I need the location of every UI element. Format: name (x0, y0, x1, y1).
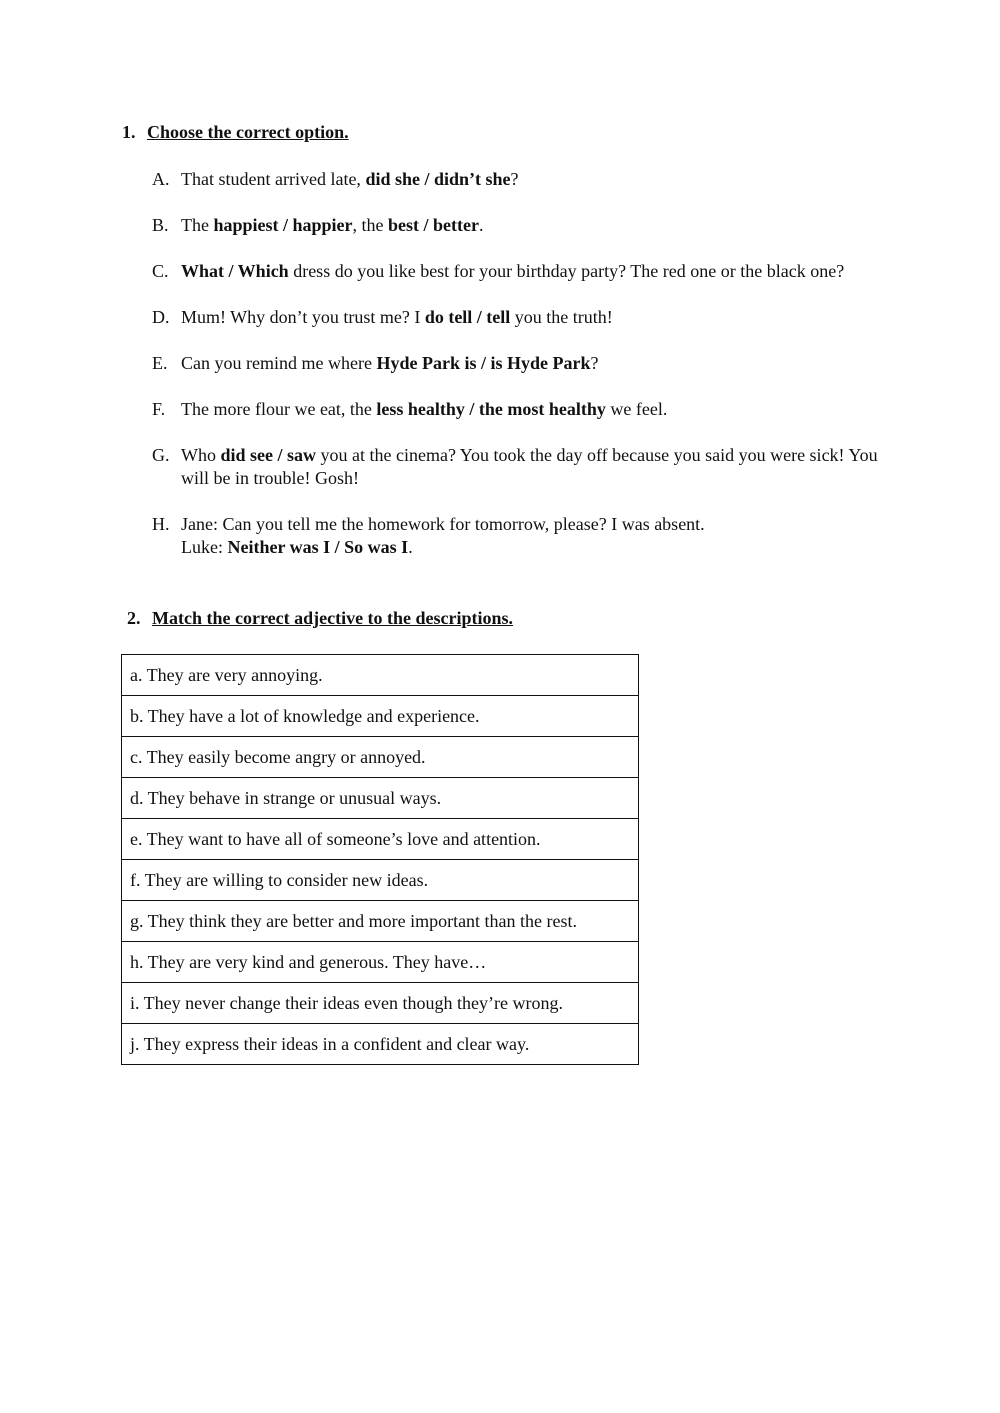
question-letter: D. (152, 307, 170, 327)
question-item (152, 398, 892, 421)
description-cell: g. They think they are better and more important than the rest. (122, 901, 639, 942)
section-1-title: Choose the correct option. (147, 122, 349, 142)
answer-options[interactable]: Hyde Park is / is Hyde Park (376, 353, 591, 373)
table-row (122, 901, 639, 942)
question-letter: B. (152, 215, 169, 235)
description-cell: e. They want to have all of someone’s love and attention. (122, 819, 639, 860)
section-1-items (152, 168, 892, 582)
answer-options[interactable]: Neither was I / So was I (227, 537, 409, 557)
answer-options[interactable]: happiest / happier (213, 215, 353, 235)
description-cell: d. They behave in strange or unusual ways. (122, 778, 639, 819)
section-1-heading (122, 122, 349, 143)
table-row (122, 983, 639, 1024)
question-letter: A. (152, 169, 170, 189)
question-text: The more flour we eat, the less healthy / the most healthy we feel. (181, 399, 668, 419)
table-row (122, 860, 639, 901)
question-text: Mum! Why don’t you trust me? I do tell / tell you the truth! (181, 307, 613, 327)
question-text: What / Which dress do you like best for your birthday party? The red one or the black one? (181, 261, 845, 281)
question-text: Jane: Can you tell me the homework for tomorrow, please? I was absent. Luke: Neither was I / So was I. (181, 514, 705, 557)
section-2-number: 2. (127, 608, 141, 628)
table-row (122, 696, 639, 737)
table-row (122, 819, 639, 860)
question-letter: E. (152, 353, 168, 373)
question-item (152, 214, 892, 237)
question-item (152, 168, 892, 191)
description-cell: b. They have a lot of knowledge and experience. (122, 696, 639, 737)
description-cell: j. They express their ideas in a confident and clear way. (122, 1024, 639, 1065)
question-text: The happiest / happier, the best / better. (181, 215, 484, 235)
table-row (122, 942, 639, 983)
descriptions-table (121, 654, 639, 1065)
table-row (122, 655, 639, 696)
question-text: Who did see / saw you at the cinema? You took the day off because you said you were sick! You will be in trouble! Gosh! (181, 445, 878, 488)
answer-options[interactable]: did see / saw (220, 445, 317, 465)
question-letter: H. (152, 514, 170, 534)
question-item (152, 260, 892, 283)
answer-options[interactable]: did she / didn’t she (365, 169, 511, 189)
section-2-title: Match the correct adjective to the descriptions. (152, 608, 514, 628)
description-cell: f. They are willing to consider new ideas. (122, 860, 639, 901)
question-text: That student arrived late, did she / didn’t she? (181, 169, 519, 189)
table-row (122, 1024, 639, 1065)
question-letter: F. (152, 399, 166, 419)
question-item (152, 306, 892, 329)
question-letter: G. (152, 445, 170, 465)
answer-options[interactable]: do tell / tell (424, 307, 511, 327)
description-cell: a. They are very annoying. (122, 655, 639, 696)
description-cell: h. They are very kind and generous. They have… (122, 942, 639, 983)
question-item (152, 513, 892, 559)
question-letter: C. (152, 261, 169, 281)
table-row (122, 778, 639, 819)
answer-options[interactable]: What / Which (181, 261, 289, 281)
question-text: Can you remind me where Hyde Park is / is Hyde Park? (181, 353, 599, 373)
section-2-heading (127, 608, 513, 629)
question-item (152, 444, 892, 490)
answer-options[interactable]: best / better (388, 215, 479, 235)
description-cell: c. They easily become angry or annoyed. (122, 737, 639, 778)
section-1-number: 1. (122, 122, 136, 142)
table-row (122, 737, 639, 778)
question-item (152, 352, 892, 375)
answer-options[interactable]: less healthy / the most healthy (376, 399, 606, 419)
description-cell: i. They never change their ideas even though they’re wrong. (122, 983, 639, 1024)
